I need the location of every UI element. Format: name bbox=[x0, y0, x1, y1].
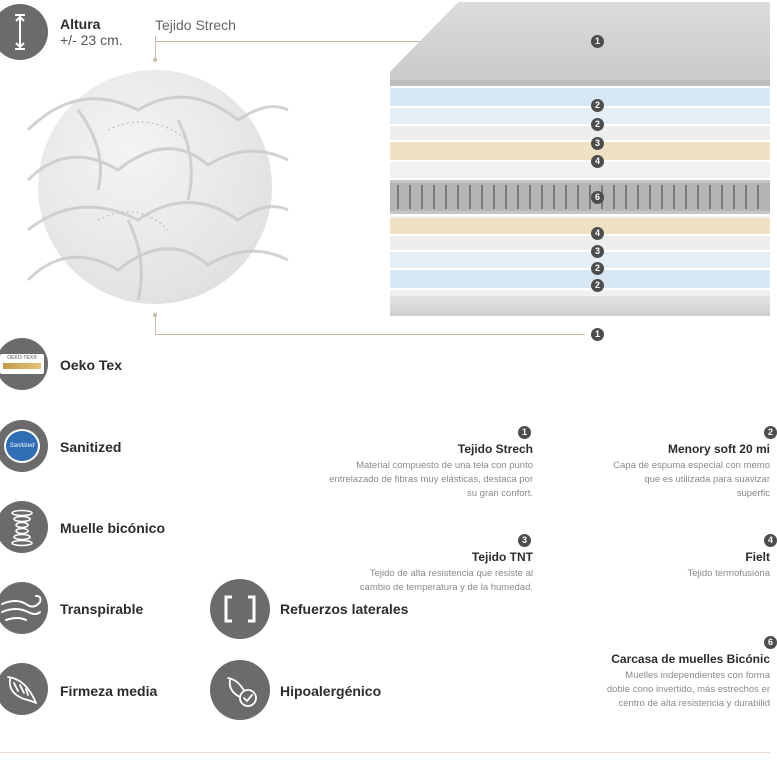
feature-label-firmeza-media: Firmeza media bbox=[60, 683, 158, 699]
height-label: Altura bbox=[60, 16, 101, 32]
height-value: +/- 23 cm. bbox=[60, 32, 123, 48]
fabric-detail-image bbox=[38, 70, 272, 304]
feature-label-transpirable: Transpirable bbox=[60, 601, 144, 617]
badge-layer-4: 4 bbox=[591, 155, 604, 168]
badge-layer-6: 4 bbox=[591, 227, 604, 240]
leader-dot bbox=[153, 58, 157, 62]
badge-layer-9: 2 bbox=[591, 279, 604, 292]
layer-memory-foam-1 bbox=[390, 88, 770, 106]
badge-layer-1: 2 bbox=[591, 99, 604, 112]
feature-label-muelle-biconico: Muelle bicónico bbox=[60, 520, 166, 536]
desc-text-tejido-tnt: Tejido de alta resistencia que resiste al cambio de temperatura y de la humedad. bbox=[359, 568, 533, 593]
layer-memory-foam-4 bbox=[390, 270, 770, 288]
feature-label-sanitized: Sanitized bbox=[60, 439, 122, 455]
sanitized-logo-text: Sanitized bbox=[9, 443, 35, 449]
layer-gap-1 bbox=[390, 162, 770, 178]
desc-title-carcasa-muelles: Carcasa de muelles Bicónic bbox=[611, 652, 770, 666]
badge-layer-8: 2 bbox=[591, 262, 604, 275]
badge-springs: 6 bbox=[591, 191, 604, 204]
desc-badge-1: 1 bbox=[518, 426, 531, 439]
layer-memory-foam-2 bbox=[390, 108, 770, 124]
feature-label-refuerzos-laterales: Refuerzos laterales bbox=[280, 601, 409, 617]
leader-line-bottom-vertical bbox=[155, 315, 156, 334]
desc-badge-2: 2 bbox=[764, 426, 777, 439]
desc-text-memory-soft: Capa de espuma especial con memo que es utilizada para suavizar superfic bbox=[613, 460, 770, 499]
mattress-bottom-cover bbox=[390, 296, 770, 316]
brackets-icon bbox=[210, 579, 270, 639]
fabric-label: Tejido Strech bbox=[155, 17, 236, 33]
layer-springs bbox=[390, 180, 770, 214]
desc-text-tejido-strech: Material compuesto de una tela con punto entrelazado de fibras muy elásticas, destaca por su gran confort. bbox=[329, 460, 533, 499]
layer-memory-foam-3 bbox=[390, 252, 770, 268]
mattress-top-cover bbox=[390, 2, 770, 84]
badge-layer-2: 2 bbox=[591, 118, 604, 131]
mattress-top-shadow bbox=[390, 80, 770, 86]
leader-line-bottom-horizontal bbox=[155, 334, 585, 335]
bottom-divider bbox=[0, 752, 770, 753]
desc-title-fieltro: Fielt bbox=[745, 550, 770, 564]
hypoallergenic-icon bbox=[210, 660, 270, 720]
desc-text-fieltro: Tejido termofusiona bbox=[687, 568, 770, 579]
feature-label-hipoalergenico: Hipoalergénico bbox=[280, 683, 382, 699]
badge-layer-7: 3 bbox=[591, 245, 604, 258]
feature-label-oeko-tex: Oeko Tex bbox=[60, 357, 122, 373]
desc-title-tejido-tnt: Tejido TNT bbox=[471, 550, 533, 564]
layer-tnt-2 bbox=[390, 236, 770, 250]
desc-title-tejido-strech: Tejido Strech bbox=[457, 442, 533, 456]
desc-badge-3: 3 bbox=[518, 534, 531, 547]
layer-felt-1 bbox=[390, 142, 770, 160]
layer-tnt-1 bbox=[390, 126, 770, 140]
spring-icon bbox=[0, 501, 48, 553]
layer-felt-2 bbox=[390, 218, 770, 234]
desc-title-memory-soft: Menory soft 20 mi bbox=[667, 442, 770, 456]
badge-top-cover: 1 bbox=[591, 35, 604, 48]
badge-layer-3: 3 bbox=[591, 137, 604, 150]
height-icon bbox=[0, 4, 48, 60]
leader-dot-bottom bbox=[153, 313, 157, 317]
desc-badge-6: 6 bbox=[764, 636, 777, 649]
desc-badge-4: 4 bbox=[764, 534, 777, 547]
badge-bottom-cover: 1 bbox=[591, 328, 604, 341]
desc-text-carcasa-muelles: Muelles independientes con forma doble cono invertido, más estrechos er centro de alta resistencia y durabilid bbox=[606, 670, 770, 709]
feather-icon bbox=[0, 663, 48, 715]
oeko-tex-logo-text: OEKO-TEX® bbox=[7, 355, 37, 361]
air-flow-icon bbox=[0, 582, 48, 634]
sanitized-logo bbox=[0, 420, 48, 472]
oeko-tex-logo bbox=[0, 338, 48, 390]
